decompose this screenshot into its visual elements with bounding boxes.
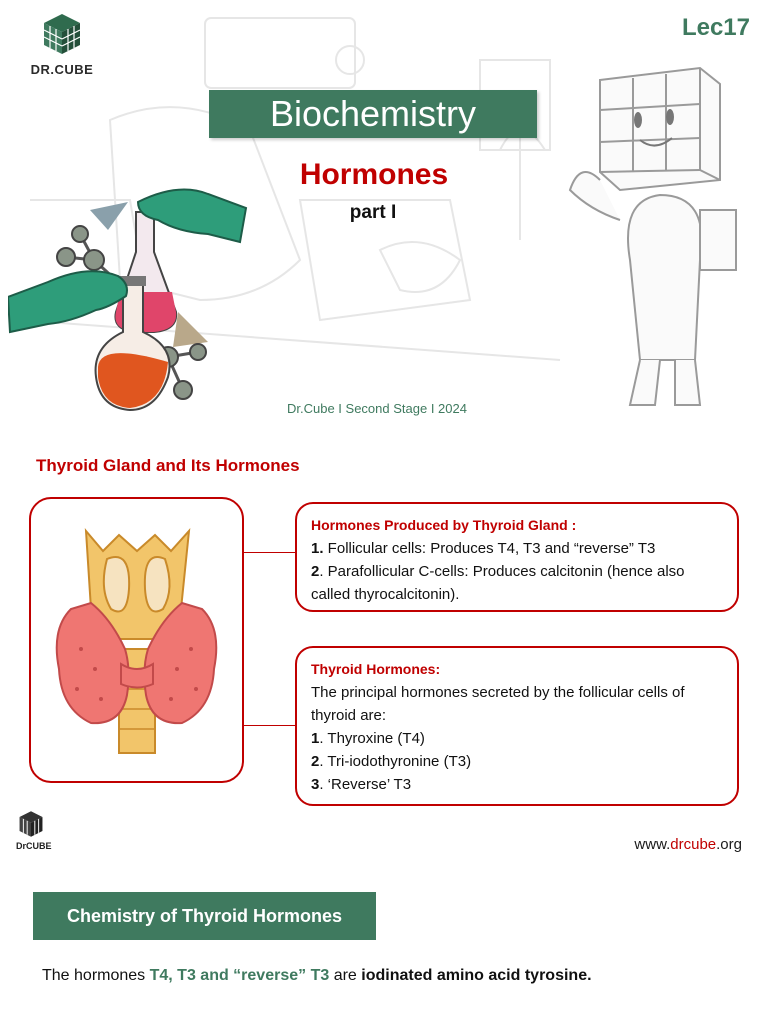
- box1-heading: Hormones Produced by Thyroid Gland :: [311, 517, 577, 533]
- section-title-thyroid: Thyroid Gland and Its Hormones: [36, 456, 300, 475]
- box2-item-1: 1. Thyroxine (T4): [311, 730, 425, 747]
- box2-intro: The principal hormones secreted by the follicular cells of thyroid are:: [311, 684, 685, 724]
- website-link[interactable]: www.drcube.org: [634, 836, 742, 853]
- section-title-chemistry: Chemistry of Thyroid Hormones: [33, 892, 376, 940]
- lecture-subtitle: Hormones: [299, 158, 449, 191]
- chemistry-paragraph: The hormones T4, T3 and “reverse” T3 are iodinated amino acid tyrosine.: [42, 967, 592, 984]
- box1-item-1: 1. Follicular cells: Produces T4, T3 and “reverse” T3: [311, 540, 656, 557]
- small-logo-text: DrCUBE: [16, 841, 52, 851]
- course-title: Biochemistry: [209, 90, 537, 138]
- drcube-logo: [22, 12, 102, 77]
- cube-logo-icon: [40, 12, 84, 56]
- credit-line: Dr.Cube I Second Stage I 2024: [287, 401, 467, 416]
- lecture-number: Lec17: [681, 14, 750, 41]
- connector-line-2: [244, 725, 295, 726]
- small-logo: [16, 810, 52, 851]
- thyroid-hormones-box: [295, 646, 739, 806]
- connector-line-1: [244, 552, 295, 553]
- box1-item-2: 2. Parafollicular C-cells: Produces calcitonin (hence also called thyrocalcitonin).: [311, 563, 685, 603]
- logo-text: DR.CUBE: [30, 62, 94, 77]
- box2-heading: Thyroid Hormones:: [311, 661, 441, 677]
- box2-item-2: 2. Tri-iodothyronine (T3): [311, 753, 472, 770]
- box2-item-3: 3. ‘Reverse’ T3: [311, 776, 412, 793]
- thyroid-gland-illustration: [31, 499, 242, 781]
- hormones-produced-box: [295, 502, 739, 612]
- cube-head-mascot: [560, 60, 750, 430]
- thyroid-image-frame: [29, 497, 244, 783]
- small-cube-icon: [17, 810, 45, 838]
- lecture-part: part I: [349, 202, 397, 223]
